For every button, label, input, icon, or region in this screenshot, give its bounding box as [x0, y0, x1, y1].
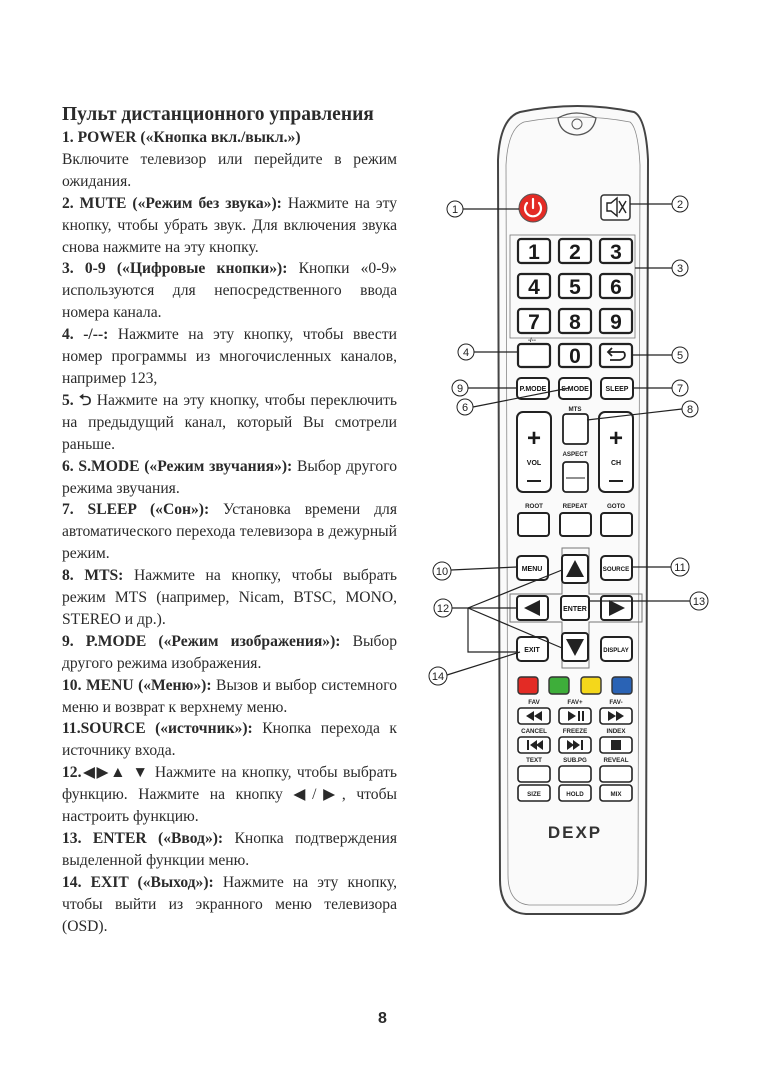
hold-label: HOLD — [566, 791, 584, 798]
display-label: DISPLAY — [603, 648, 629, 654]
mix-label: MIX — [610, 791, 622, 798]
digit-8-label: 8 — [569, 311, 581, 334]
goto-label: GOTO — [606, 503, 626, 510]
repeat-button[interactable] — [560, 513, 591, 536]
repeat-label: REPEAT — [562, 503, 588, 510]
fav-plus-label: FAV+ — [567, 699, 583, 706]
item-arrows: 12.◀▶▲ ▼ Нажмите на кнопку, чтобы выбрать функцию. Нажмите на кнопку ◀/▶, чтобы настроить функцию. — [62, 764, 398, 826]
callout-11: 11 — [674, 562, 686, 574]
digit-1-label: 1 — [528, 241, 540, 264]
page-title: Пульт дистанционного управления — [62, 104, 374, 125]
index-label: INDEX — [606, 728, 626, 735]
cancel-label: CANCEL — [521, 728, 547, 735]
sleep-label: SLEEP — [605, 386, 629, 393]
item-digits: 3. 0-9 («Цифровые кнопки»): Кнопки «0-9» используются для непосредственного ввода номера канала. — [62, 260, 397, 322]
aspect-button[interactable] — [563, 462, 588, 492]
callout-10: 10 — [435, 566, 449, 578]
item-smode: 6. S.MODE («Режим звучания»): Выбор другого режима звучания. — [62, 457, 397, 497]
digit-0-label: 0 — [569, 345, 581, 368]
digit-6-label: 6 — [610, 276, 622, 299]
callout-7: 7 — [676, 383, 684, 395]
page-number: 8 — [378, 1010, 387, 1027]
exit-label: EXIT — [524, 647, 540, 654]
recall-button[interactable] — [600, 344, 632, 367]
color-key-blue[interactable] — [612, 677, 632, 694]
color-key-red[interactable] — [518, 677, 538, 694]
text-label: TEXT — [526, 757, 542, 764]
brand-logo: DEXP — [547, 823, 603, 842]
digit-7-label: 7 — [528, 311, 540, 334]
stop-icon — [611, 740, 621, 750]
digit-keys — [518, 239, 632, 334]
goto-button[interactable] — [601, 513, 632, 536]
item-menu: 10. MENU («Меню»): Вызов и выбор системного меню и возврат к верхнему меню. — [62, 676, 397, 716]
color-key-yellow[interactable] — [581, 677, 601, 694]
subpg-button[interactable] — [559, 766, 591, 782]
digit-2-label: 2 — [569, 241, 581, 264]
callout-9: 9 — [456, 383, 464, 395]
dash-button[interactable] — [518, 344, 550, 367]
aspect-label: ASPECT — [562, 451, 588, 458]
callout-5: 5 — [676, 350, 684, 362]
callout-14: 14 — [431, 671, 445, 683]
callout-13: 13 — [692, 596, 706, 608]
item-exit: 14. EXIT («Выход»): Нажмите на эту кнопку, чтобы выйти из экранного меню телевизора (OSD). — [62, 873, 397, 935]
fav-label: FAV — [528, 699, 540, 706]
callout-6: 6 — [461, 402, 469, 414]
fav-minus-label: FAV- — [609, 699, 623, 706]
reveal-label: REVEAL — [603, 757, 629, 764]
mts-label: MTS — [568, 406, 582, 413]
item-dash: 4. -/--: Нажмите на эту кнопку, чтобы ввести номер программы из многочисленных каналов, например 123, — [62, 326, 397, 387]
callout-8: 8 — [686, 404, 694, 416]
item-sleep: 7. SLEEP («Сон»): Установка времени для автоматического перехода телевизора в дежурный режим. — [62, 501, 397, 563]
callout-2: 2 — [676, 199, 684, 211]
menu-label: MENU — [521, 566, 543, 573]
digit-4-label: 4 — [528, 276, 540, 299]
callout-12: 12 — [436, 603, 450, 615]
ch-plus-icon: + — [608, 425, 624, 452]
item-recall: 5. ⮌ Нажмите на эту кнопку, чтобы переключить на предыдущий канал, который Вы смотрели раньше. — [62, 391, 397, 453]
subpg-label: SUB.PG — [563, 757, 587, 764]
item-mute: 2. MUTE («Режим без звука»): Нажмите на эту кнопку, чтобы убрать звук. Для включения звука снова нажмите на эту кнопку. — [62, 194, 397, 256]
freeze-label: FREEZE — [562, 728, 588, 735]
ch-label: CH — [610, 460, 622, 467]
callout-1: 1 — [451, 204, 459, 216]
reveal-button[interactable] — [600, 766, 632, 782]
dash-label: -/-- — [528, 337, 536, 344]
color-key-green[interactable] — [549, 677, 569, 694]
enter-label: ENTER — [563, 606, 587, 613]
root-button[interactable] — [518, 513, 549, 536]
text-button[interactable] — [518, 766, 550, 782]
item-source: 11.SOURCE («источник»): Кнопка перехода к источнику входа. — [62, 720, 397, 760]
item-power: 1. POWER («Кнопка вкл./выкл.») Включите телевизор или перейдите в режим ожидания. — [62, 129, 397, 190]
mts-button[interactable] — [563, 414, 588, 444]
digit-5-label: 5 — [569, 276, 581, 299]
item-enter: 13. ENTER («Ввод»): Кнопка подтверждения выделенной функции меню. — [62, 830, 398, 869]
root-label: ROOT — [525, 503, 543, 510]
pmode-label: P.MODE — [519, 386, 547, 393]
digit-9-label: 9 — [610, 311, 622, 334]
callout-3: 3 — [676, 263, 684, 275]
vol-label: VOL — [526, 460, 542, 467]
vol-plus-icon: + — [526, 425, 542, 452]
callout-4: 4 — [462, 347, 470, 359]
source-label: SOURCE — [602, 566, 630, 573]
item-pmode: 9. P.MODE («Режим изображения»): Выбор другого режима изображения. — [62, 632, 397, 672]
size-label: SIZE — [527, 791, 541, 798]
smode-label: S.MODE — [561, 386, 589, 393]
item-mts: 8. MTS: Нажмите на кнопку, чтобы выбрать режим MTS (например, Nicam, BTSC, MONO, STEREO и др.). — [62, 567, 398, 628]
digit-3-label: 3 — [610, 241, 622, 264]
